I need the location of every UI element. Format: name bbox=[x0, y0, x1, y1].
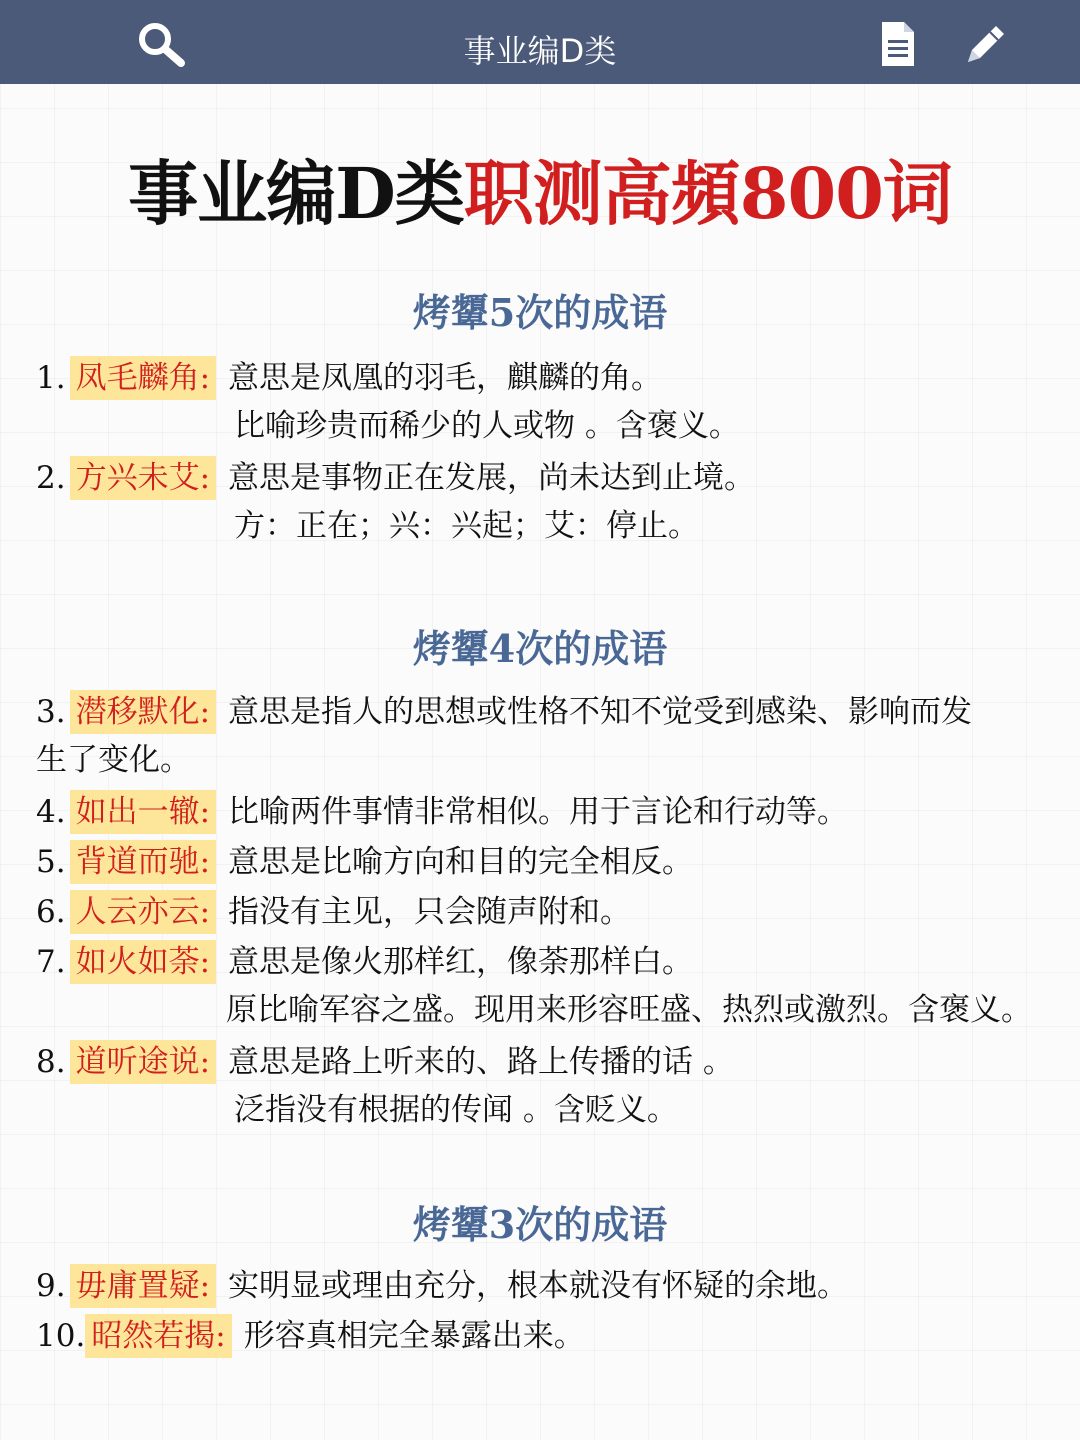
idiom-definition: 意思是凤凰的羽毛，麒麟的角。 bbox=[228, 360, 663, 396]
page-title-main: 事业编D类 bbox=[128, 152, 464, 235]
top-bar bbox=[0, 0, 1080, 84]
idiom-extra: 生了变化。 bbox=[36, 742, 191, 778]
idiom-term: 背道而驰: bbox=[70, 840, 216, 884]
idiom-definition: 意思是像火那样红，像荼那样白。 bbox=[228, 944, 694, 980]
idiom-extra: 原比喻军容之盛。现用来形容旺盛、热烈或激烈。含褒义。 bbox=[226, 992, 1032, 1028]
idiom-extra: 泛指没有根据的传闻 。含贬义。 bbox=[234, 1092, 678, 1128]
idiom-definition: 比喻两件事情非常相似。用于言论和行动等。 bbox=[228, 794, 849, 830]
page-title bbox=[0, 138, 1080, 239]
idiom-term: 如火如荼: bbox=[70, 940, 216, 984]
idiom-definition: 指没有主见，只会随声附和。 bbox=[228, 894, 632, 930]
item-number: 6. bbox=[36, 894, 66, 930]
item-number: 2. bbox=[36, 460, 66, 496]
list-item bbox=[36, 790, 848, 834]
idiom-term: 如出一辙: bbox=[70, 790, 216, 834]
list-item bbox=[36, 690, 972, 734]
item-number: 1. bbox=[36, 360, 66, 396]
idiom-definition: 形容真相完全暴露出来。 bbox=[243, 1318, 585, 1354]
idiom-term: 潜移默化: bbox=[70, 690, 216, 734]
item-number: 10. bbox=[36, 1318, 86, 1354]
idiom-extra: 比喻珍贵而稀少的人或物 。含褒义。 bbox=[234, 408, 740, 444]
item-number: 8. bbox=[36, 1044, 66, 1080]
list-item bbox=[36, 1040, 734, 1084]
item-number: 9. bbox=[36, 1268, 66, 1304]
document-icon[interactable] bbox=[872, 18, 924, 70]
item-number: 4. bbox=[36, 794, 66, 830]
list-item bbox=[36, 1314, 585, 1358]
item-number: 5. bbox=[36, 844, 66, 880]
list-item bbox=[36, 456, 755, 500]
idiom-definition: 意思是事物正在发展，尚未达到止境。 bbox=[228, 460, 756, 496]
section-title-4: 烤顰4次的成语 bbox=[412, 626, 668, 671]
idiom-definition: 意思是路上听来的、路上传播的话 。 bbox=[228, 1044, 734, 1080]
list-item bbox=[36, 356, 662, 400]
idiom-definition: 意思是指人的思想或性格不知不觉受到感染、影响而发 bbox=[228, 694, 973, 730]
item-number: 3. bbox=[36, 694, 66, 730]
idiom-term: 毋庸置疑: bbox=[70, 1264, 216, 1308]
list-item bbox=[36, 890, 631, 934]
list-item bbox=[36, 840, 693, 884]
page-title-highlight: 职测高頻800词 bbox=[463, 152, 952, 235]
idiom-definition: 实明显或理由充分，根本就没有怀疑的余地。 bbox=[228, 1268, 849, 1304]
list-item bbox=[36, 1264, 848, 1308]
idiom-term: 人云亦云: bbox=[70, 890, 216, 934]
idiom-term: 道听途说: bbox=[70, 1040, 216, 1084]
idiom-term: 方兴未艾: bbox=[70, 456, 216, 500]
section-title-3: 烤顰3次的成语 bbox=[412, 1202, 668, 1247]
idiom-definition: 意思是比喻方向和目的完全相反。 bbox=[228, 844, 694, 880]
list-item bbox=[36, 940, 693, 984]
section-title-5: 烤顰5次的成语 bbox=[412, 290, 668, 335]
idiom-term: 昭然若揭: bbox=[85, 1314, 231, 1358]
idiom-term: 凤毛麟角: bbox=[70, 356, 216, 400]
app-title: 事业编D类 bbox=[463, 32, 617, 70]
item-number: 7. bbox=[36, 944, 66, 980]
pencil-icon[interactable] bbox=[960, 18, 1012, 70]
idiom-extra: 方：正在；兴：兴起；艾：停止。 bbox=[234, 508, 699, 544]
